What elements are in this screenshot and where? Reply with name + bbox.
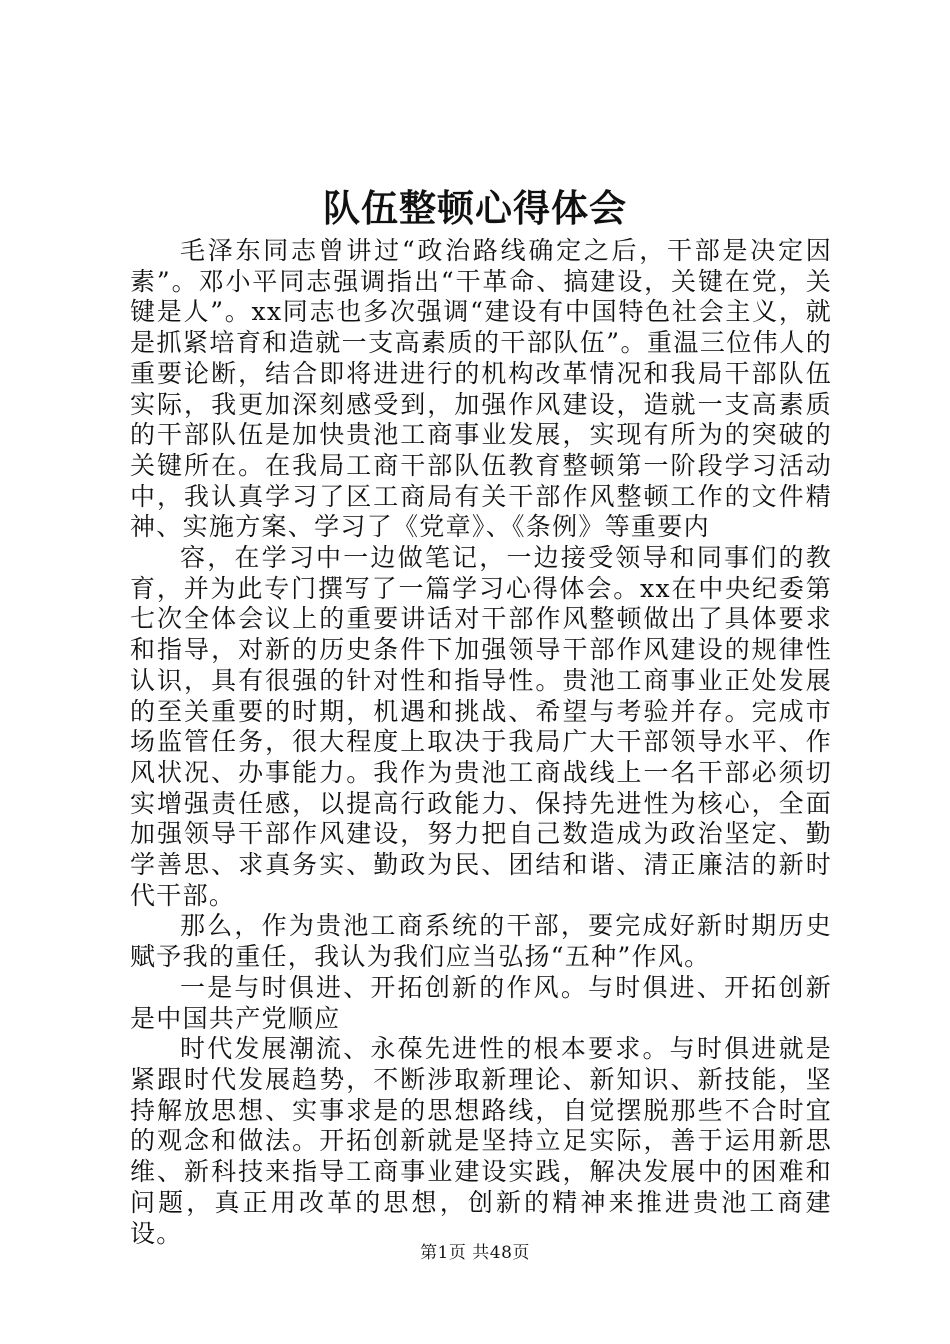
- document-body: [130, 236, 832, 1249]
- page-footer: 第1页 共48页: [420, 1243, 530, 1263]
- paragraph: 容，在学习中一边做笔记，一边接受领导和同事们的教育，并为此专门撰写了一篇学习心得体会。xx在中央纪委第七次全体会议上的重要讲话对干部作风整顿做出了具体要求和指导，对新的历史条件下加强领导干部作风建设的规律性认识，具有很强的针对性和指导性。贵池工商事业正处发展的至关重要的时期，机遇和挑战、希望与考验并存。完成市场监管任务，很大程度上取决于我局广大干部领导水平、作风状况、办事能力。我作为贵池工商战线上一名干部必须切实增强责任感，以提高行政能力、保持先进性为核心，全面加强领导干部作风建设，努力把自己数造成为政治坚定、勤学善思、求真务实、勤政为民、团结和谐、清正廉洁的新时代干部。: [130, 543, 832, 910]
- paragraph: 毛泽东同志曾讲过“政治路线确定之后，干部是决定因素”。邓小平同志强调指出“干革命、搞建设，关键在党，关键是人”。xx同志也多次强调“建设有中国特色社会主义，就是抓紧培育和造就一支高素质的干部队伍”。重温三位伟人的重要论断，结合即将进进行的机构改革情况和我局干部队伍实际，我更加深刻感受到，加强作风建设，造就一支高素质的干部队伍是加快贵池工商事业发展，实现有所为的突破的关键所在。在我局工商干部队伍教育整顿第一阶段学习活动中，我认真学习了区工商局有关干部作风整顿工作的文件精神、实施方案、学习了《党章》、《条例》等重要内: [130, 236, 832, 542]
- document-title: 队伍整顿心得体会: [323, 186, 627, 230]
- paragraph: 那么，作为贵池工商系统的干部，要完成好新时期历史赋予我的重任，我认为我们应当弘扬“五种”作风。: [130, 911, 832, 972]
- paragraph: 一是与时俱进、开拓创新的作风。与时俱进、开拓创新是中国共产党顺应: [130, 972, 832, 1033]
- paragraph: 时代发展潮流、永葆先进性的根本要求。与时俱进就是紧跟时代发展趋势，不断涉取新理论、新知识、新技能，坚持解放思想、实事求是的思想路线，自觉摆脱那些不合时宜的观念和做法。开拓创新就是坚持立足实际，善于运用新思维、新科技来指导工商事业建设实践，解决发展中的困难和问题，真正用改革的思想，创新的精神来推进贵池工商建设。: [130, 1034, 832, 1248]
